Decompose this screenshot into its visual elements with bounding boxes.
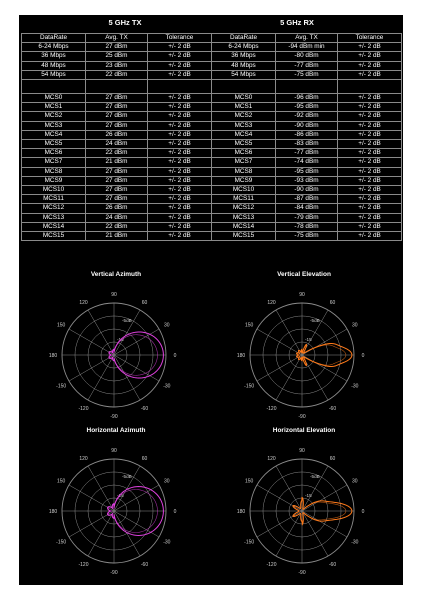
tx-table-cell: MCS6 xyxy=(22,149,86,158)
tx-table-cell: MCS13 xyxy=(22,213,86,222)
rx-table-cell: -87 dBm xyxy=(276,195,338,204)
tx-table-cell: +/- 2 dB xyxy=(148,204,212,213)
tx-table-cell: +/- 2 dB xyxy=(148,130,212,139)
polar-plot-horizontal-elevation xyxy=(224,435,384,583)
polar-ring-label: -5dB xyxy=(310,474,320,479)
polar-spoke xyxy=(88,466,114,511)
tx-table-cell: +/- 2 dB xyxy=(148,158,212,167)
rx-header-cell: DataRate xyxy=(212,34,276,43)
polar-spoke xyxy=(257,511,302,537)
polar-angle-label: 180 xyxy=(48,509,58,515)
tx-table-row xyxy=(22,213,212,222)
tx-header-cell: Tolerance xyxy=(148,34,212,43)
rx-table-cell: 6-24 Mbps xyxy=(212,43,276,52)
polar-angle-label: 150 xyxy=(57,322,66,329)
tx-header-row xyxy=(22,34,212,43)
tx-table-cell: +/- 2 dB xyxy=(148,222,212,231)
rx-header-row xyxy=(212,34,402,43)
polar-angle-label: -150 xyxy=(56,383,67,390)
polar-spoke xyxy=(276,355,302,400)
polar-angle-label: 150 xyxy=(245,322,254,329)
rx-table-row xyxy=(212,213,402,222)
tx-header-cell: DataRate xyxy=(22,34,86,43)
tx-table-cell: +/- 2 dB xyxy=(148,70,212,79)
rx-table-cell: MCS14 xyxy=(212,222,276,231)
rx-table-cell: +/- 2 dB xyxy=(338,167,402,176)
tx-table-row xyxy=(22,121,212,130)
polar-spoke xyxy=(88,310,114,355)
tx-table xyxy=(21,33,212,241)
rx-table-cell: MCS11 xyxy=(212,195,276,204)
tx-table-cell: +/- 2 dB xyxy=(148,195,212,204)
rx-table-row xyxy=(212,167,402,176)
polar-angle-label: 90 xyxy=(111,448,117,454)
polar-angle-label: 60 xyxy=(329,300,336,307)
polar-ring-label: -15 xyxy=(305,493,312,498)
rx-table-row xyxy=(212,94,402,103)
polar-ring-label: -15 xyxy=(305,337,312,342)
rx-table-cell: -80 dBm xyxy=(276,52,338,61)
rx-table-cell: -95 dBm xyxy=(276,167,338,176)
tx-table-cell: +/- 2 dB xyxy=(148,176,212,185)
polar-angle-label: -150 xyxy=(56,539,67,546)
tx-table-cell: 21 dBm xyxy=(86,232,148,241)
rx-table-cell: MCS4 xyxy=(212,130,276,139)
rx-table-cell: -92 dBm xyxy=(276,112,338,121)
rx-table-row xyxy=(212,232,402,241)
polar-spoke xyxy=(302,485,347,511)
polar-spoke xyxy=(302,355,347,381)
rx-table-cell: +/- 2 dB xyxy=(338,222,402,231)
polar-spoke xyxy=(257,485,302,511)
polar-angle-label: 150 xyxy=(245,478,254,485)
polar-angle-label: -120 xyxy=(266,405,277,412)
tx-table-cell: +/- 2 dB xyxy=(148,61,212,70)
polar-spoke xyxy=(69,485,114,511)
rx-table-row xyxy=(212,158,402,167)
rx-header-cell: Avg. TX xyxy=(276,34,338,43)
rx-table-cell: +/- 2 dB xyxy=(338,121,402,130)
tx-table-cell: +/- 2 dB xyxy=(148,103,212,112)
tx-table-cell: MCS9 xyxy=(22,176,86,185)
polar-spoke xyxy=(114,485,159,511)
tx-table-row xyxy=(22,149,212,158)
rx-table-cell: +/- 2 dB xyxy=(338,176,402,185)
tx-table-cell: MCS5 xyxy=(22,140,86,149)
rx-table-cell: -90 dBm xyxy=(276,186,338,195)
polar-angle-label: 180 xyxy=(236,509,246,515)
polar-angle-label: 90 xyxy=(111,292,117,298)
rx-table-cell: -90 dBm xyxy=(276,121,338,130)
tx-table-cell: +/- 2 dB xyxy=(148,167,212,176)
tx-table-row xyxy=(22,195,212,204)
tx-table-cell: MCS14 xyxy=(22,222,86,231)
polar-plot-horizontal-azimuth xyxy=(36,435,196,583)
rx-table-cell: +/- 2 dB xyxy=(338,195,402,204)
tx-table-row xyxy=(22,176,212,185)
polar-angle-label: -120 xyxy=(78,405,89,412)
polar-angle-label: 150 xyxy=(57,478,66,485)
tx-table-cell: 54 Mbps xyxy=(22,70,86,79)
tx-table-cell: MCS8 xyxy=(22,167,86,176)
rx-table-cell: MCS7 xyxy=(212,158,276,167)
tx-table-cell: 22 dBm xyxy=(86,70,148,79)
rx-table-row xyxy=(212,112,402,121)
rx-table-cell: MCS6 xyxy=(212,149,276,158)
tx-table-cell: 22 dBm xyxy=(86,222,148,231)
tx-table-row xyxy=(22,112,212,121)
tx-table-cell: 24 dBm xyxy=(86,213,148,222)
polar-spoke xyxy=(69,511,114,537)
rx-table-cell: +/- 2 dB xyxy=(338,43,402,52)
rx-table-row xyxy=(212,176,402,185)
polar-angle-label: -60 xyxy=(328,561,337,568)
rx-table-cell: +/- 2 dB xyxy=(338,232,402,241)
rx-table-cell: -77 dBm xyxy=(276,61,338,70)
rx-table-row xyxy=(212,222,402,231)
tx-table-cell: MCS15 xyxy=(22,232,86,241)
rx-table-row xyxy=(212,70,402,79)
polar-angle-label: -120 xyxy=(266,561,277,568)
polar-angle-label: 120 xyxy=(267,300,276,307)
rx-table-row xyxy=(212,186,402,195)
rx-table-cell: -75 dBm xyxy=(276,70,338,79)
rx-table-cell: +/- 2 dB xyxy=(338,130,402,139)
tx-table-cell: MCS0 xyxy=(22,94,86,103)
polar-angle-label: 120 xyxy=(79,456,88,463)
polar-ring-label: -5dB xyxy=(122,474,132,479)
rx-table-cell: +/- 2 dB xyxy=(338,140,402,149)
polar-angle-label: 0 xyxy=(173,509,177,515)
polar-angle-label: 0 xyxy=(173,353,177,359)
rx-table-cell: -83 dBm xyxy=(276,140,338,149)
rx-table-cell: -78 dBm xyxy=(276,222,338,231)
tx-table-cell: +/- 2 dB xyxy=(148,232,212,241)
tx-table-cell: MCS11 xyxy=(22,195,86,204)
rx-table-cell: +/- 2 dB xyxy=(338,149,402,158)
tx-table-row xyxy=(22,43,212,52)
rx-table-row xyxy=(212,149,402,158)
rx-table-cell: +/- 2 dB xyxy=(338,61,402,70)
tx-table-cell: 26 dBm xyxy=(86,204,148,213)
rx-table-row xyxy=(212,43,402,52)
rx-table-cell: -79 dBm xyxy=(276,213,338,222)
polar-spoke xyxy=(276,310,302,355)
polar-plot-vertical-azimuth xyxy=(36,279,196,427)
rx-table-cell: MCS13 xyxy=(212,213,276,222)
tx-table-row xyxy=(22,186,212,195)
polar-spoke xyxy=(276,511,302,556)
tx-table-cell: +/- 2 dB xyxy=(148,140,212,149)
polar-spoke xyxy=(257,329,302,355)
polar-spoke xyxy=(88,511,114,556)
polar-angle-label: -30 xyxy=(163,539,171,546)
polar-angle-label: -60 xyxy=(328,405,337,412)
tx-table-cell: 27 dBm xyxy=(86,103,148,112)
polar-angle-label: 0 xyxy=(361,353,365,359)
polar-angle-label: 30 xyxy=(164,478,170,485)
polar-spoke xyxy=(114,466,140,511)
tx-table-cell: +/- 2 dB xyxy=(148,149,212,158)
tx-table-cell: +/- 2 dB xyxy=(148,43,212,52)
rx-table-cell: +/- 2 dB xyxy=(338,103,402,112)
polar-angle-label: 120 xyxy=(267,456,276,463)
tx-table-cell: MCS7 xyxy=(22,158,86,167)
polar-spoke xyxy=(69,329,114,355)
tx-table-cell: +/- 2 dB xyxy=(148,112,212,121)
tx-table-cell: 48 Mbps xyxy=(22,61,86,70)
rx-table-cell: MCS2 xyxy=(212,112,276,121)
rx-table-row xyxy=(212,61,402,70)
rx-table-cell: +/- 2 dB xyxy=(338,204,402,213)
rx-table-cell: MCS3 xyxy=(212,121,276,130)
polar-angle-label: -120 xyxy=(78,561,89,568)
rx-table-row xyxy=(212,195,402,204)
tx-table-cell: 27 dBm xyxy=(86,121,148,130)
tx-table-cell: 27 dBm xyxy=(86,43,148,52)
rx-table-cell: +/- 2 dB xyxy=(338,70,402,79)
polar-angle-label: 60 xyxy=(141,300,148,307)
rx-table-cell: 54 Mbps xyxy=(212,70,276,79)
rx-table-row xyxy=(212,80,402,94)
rx-table-cell xyxy=(338,80,402,94)
tx-table-row xyxy=(22,80,212,94)
tx-table-cell: 27 dBm xyxy=(86,186,148,195)
rx-table-cell: -96 dBm xyxy=(276,94,338,103)
tx-table-cell: 22 dBm xyxy=(86,149,148,158)
rx-table-cell: MCS5 xyxy=(212,140,276,149)
rx-table-cell: -94 dBm min xyxy=(276,43,338,52)
rx-table-cell: -84 dBm xyxy=(276,204,338,213)
tx-table-row xyxy=(22,94,212,103)
rx-table-cell: MCS10 xyxy=(212,186,276,195)
rx-title: 5 GHz RX xyxy=(280,18,314,27)
polar-spoke xyxy=(302,466,328,511)
polar-angle-label: -90 xyxy=(298,414,306,420)
rx-table-cell: MCS1 xyxy=(212,103,276,112)
polar-angle-label: 90 xyxy=(299,292,305,298)
tx-table-cell: 26 dBm xyxy=(86,130,148,139)
rx-table-cell: 36 Mbps xyxy=(212,52,276,61)
tx-table-row xyxy=(22,61,212,70)
polar-angle-label: -90 xyxy=(110,570,118,576)
tx-table-row xyxy=(22,167,212,176)
rx-table-row xyxy=(212,52,402,61)
tx-table-cell: MCS1 xyxy=(22,103,86,112)
polar-angle-label: 60 xyxy=(329,456,336,463)
polar-title-horizontal-azimuth: Horizontal Azimuth xyxy=(86,427,146,434)
polar-angle-label: -30 xyxy=(351,539,359,546)
polar-spoke xyxy=(276,466,302,511)
tx-table-row xyxy=(22,70,212,79)
polar-title-vertical-elevation: Vertical Elevation xyxy=(277,271,331,278)
rx-table-cell: +/- 2 dB xyxy=(338,158,402,167)
tx-table-cell: 24 dBm xyxy=(86,140,148,149)
polar-angle-label: 120 xyxy=(79,300,88,307)
polar-angle-label: -60 xyxy=(140,405,149,412)
tx-table-cell: 36 Mbps xyxy=(22,52,86,61)
tx-table-cell: MCS4 xyxy=(22,130,86,139)
rx-table-row xyxy=(212,121,402,130)
tx-table-cell: 25 dBm xyxy=(86,52,148,61)
rx-table-cell xyxy=(212,80,276,94)
polar-angle-label: -150 xyxy=(244,383,255,390)
tx-table-cell: MCS2 xyxy=(22,112,86,121)
polar-spoke xyxy=(302,511,347,537)
rx-table-cell: -74 dBm xyxy=(276,158,338,167)
tx-table-cell: MCS12 xyxy=(22,204,86,213)
polar-angle-label: -150 xyxy=(244,539,255,546)
tx-table-cell: MCS10 xyxy=(22,186,86,195)
rx-table-row xyxy=(212,140,402,149)
polar-ring-label: -15 xyxy=(117,493,124,498)
polar-angle-label: -30 xyxy=(351,383,359,390)
rx-table-cell: +/- 2 dB xyxy=(338,52,402,61)
rx-header-cell: Tolerance xyxy=(338,34,402,43)
tx-table-row xyxy=(22,103,212,112)
rx-table-cell: MCS8 xyxy=(212,167,276,176)
tx-table-row xyxy=(22,130,212,139)
polar-plot-vertical-elevation xyxy=(224,279,384,427)
polar-ring-label: -15 xyxy=(117,337,124,342)
polar-spoke xyxy=(114,511,159,537)
rx-table-cell xyxy=(276,80,338,94)
polar-angle-label: -90 xyxy=(298,570,306,576)
rx-table-cell: +/- 2 dB xyxy=(338,112,402,121)
polar-angle-label: -90 xyxy=(110,414,118,420)
polar-angle-label: 180 xyxy=(48,353,58,359)
polar-angle-label: -60 xyxy=(140,561,149,568)
rx-table-row xyxy=(212,204,402,213)
polar-spoke xyxy=(114,511,140,556)
tx-table-cell: +/- 2 dB xyxy=(148,186,212,195)
tx-table-cell: +/- 2 dB xyxy=(148,52,212,61)
tx-table-cell: MCS3 xyxy=(22,121,86,130)
rx-table-cell: MCS15 xyxy=(212,232,276,241)
polar-ring-label: -5dB xyxy=(122,318,132,323)
polar-angle-label: 180 xyxy=(236,353,246,359)
tx-table-cell: 27 dBm xyxy=(86,167,148,176)
rx-table-cell: 48 Mbps xyxy=(212,61,276,70)
rx-table-cell: MCS12 xyxy=(212,204,276,213)
spec-sheet xyxy=(19,15,403,585)
polar-title-horizontal-elevation: Horizontal Elevation xyxy=(272,427,336,434)
tx-table-cell xyxy=(86,80,148,94)
tx-table-cell: 23 dBm xyxy=(86,61,148,70)
polar-angle-label: 60 xyxy=(141,456,148,463)
tx-table-row xyxy=(22,232,212,241)
rx-table-cell: -77 dBm xyxy=(276,149,338,158)
polar-spoke xyxy=(69,355,114,381)
tx-table-row xyxy=(22,222,212,231)
polar-angle-label: 0 xyxy=(361,509,365,515)
polar-ring-label: -5dB xyxy=(310,318,320,323)
rx-table xyxy=(211,33,402,241)
tx-title: 5 GHz TX xyxy=(108,18,142,27)
tx-table-cell: +/- 2 dB xyxy=(148,121,212,130)
rx-table-cell: MCS0 xyxy=(212,94,276,103)
polar-spoke xyxy=(88,355,114,400)
rx-table-cell: -86 dBm xyxy=(276,130,338,139)
polar-spoke xyxy=(302,511,328,556)
tx-table-cell: 27 dBm xyxy=(86,176,148,185)
polar-angle-label: 30 xyxy=(352,478,358,485)
tx-table-row xyxy=(22,158,212,167)
rx-table-row xyxy=(212,103,402,112)
tx-table-cell: +/- 2 dB xyxy=(148,94,212,103)
tx-table-cell: +/- 2 dB xyxy=(148,213,212,222)
tx-table-row xyxy=(22,52,212,61)
tx-table-row xyxy=(22,140,212,149)
rx-table-cell: +/- 2 dB xyxy=(338,213,402,222)
rx-table-cell: +/- 2 dB xyxy=(338,186,402,195)
tx-table-row xyxy=(22,204,212,213)
tx-table-cell: 6-24 Mbps xyxy=(22,43,86,52)
tx-table-cell: 21 dBm xyxy=(86,158,148,167)
polar-spoke xyxy=(257,355,302,381)
tx-table-cell xyxy=(22,80,86,94)
rx-table-cell: MCS9 xyxy=(212,176,276,185)
rx-table-cell: -95 dBm xyxy=(276,103,338,112)
tx-table-cell xyxy=(148,80,212,94)
polar-title-vertical-azimuth: Vertical Azimuth xyxy=(90,271,142,278)
rx-table-cell: +/- 2 dB xyxy=(338,94,402,103)
tx-table-cell: 27 dBm xyxy=(86,112,148,121)
rx-table-cell: -75 dBm xyxy=(276,232,338,241)
polar-angle-label: 30 xyxy=(352,322,358,329)
polar-angle-label: 30 xyxy=(164,322,170,329)
rx-table-row xyxy=(212,130,402,139)
polar-angle-label: 90 xyxy=(299,448,305,454)
tx-table-cell: 27 dBm xyxy=(86,94,148,103)
polar-spoke xyxy=(302,329,347,355)
polar-angle-label: -30 xyxy=(163,383,171,390)
tx-header-cell: Avg. TX xyxy=(86,34,148,43)
tx-table-cell: 27 dBm xyxy=(86,195,148,204)
rx-table-cell: -93 dBm xyxy=(276,176,338,185)
